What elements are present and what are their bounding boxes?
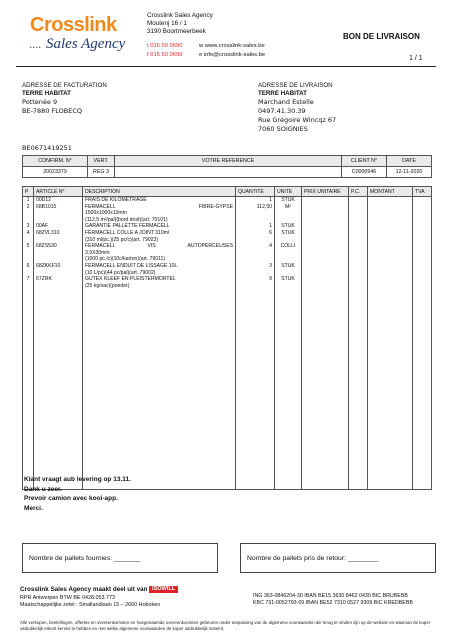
line-unit: STUK — [275, 263, 302, 276]
ref-vert: REG 3 — [88, 167, 115, 178]
company-online — [199, 42, 265, 59]
ref-header-date: DATE — [387, 156, 432, 167]
line-vat — [413, 197, 432, 204]
col-header-vat: TVA — [413, 187, 432, 197]
line-position: 5 — [23, 243, 34, 263]
filler-cell — [368, 289, 413, 490]
line-article-number: 67ZRK — [34, 276, 83, 289]
line-quantity: 4 — [236, 243, 275, 263]
line-unit: STUK — [275, 223, 302, 230]
col-header-pc: P.C. — [349, 187, 368, 197]
company-name: Crosslink Sales Agency — [147, 12, 213, 19]
footer-ing: ING 363-0846204-30 IBAN BE15 3630 8462 0430 BIC BRUBEBB — [253, 593, 408, 599]
delivery-heading: ADRESSE DE LIVRAISON — [258, 82, 333, 89]
line-article-number: 68ZKKF10 — [34, 263, 83, 276]
description-line: FERMACELL COLLE A JOINT 310ml — [85, 229, 170, 236]
line-pc — [349, 223, 368, 230]
billing-line1: Pottenée 9 — [22, 98, 58, 107]
description-line: (25 kg/sac)(poeder) — [85, 282, 130, 289]
line-article-number: 00AF — [34, 223, 83, 230]
ref-header-your-reference: VOTRE REFERENCE — [115, 156, 342, 167]
line-vat — [413, 223, 432, 230]
ref-header-confirm: CONFIRM. N° — [23, 156, 88, 167]
pallets-supplied-box[interactable]: Nombre de pallets fournies: _______ — [22, 543, 218, 573]
filler-cell — [236, 289, 275, 490]
line-article-number: 68ZVL310 — [34, 230, 83, 243]
line-position: 3 — [23, 223, 34, 230]
line-vat — [413, 263, 432, 276]
line-unit: STUK — [275, 197, 302, 204]
col-header-quantity: QUANTITE — [236, 187, 275, 197]
billing-heading: ADRESSE DE FACTURATION — [22, 82, 107, 89]
line-unit: M² — [275, 204, 302, 224]
ref-date: 12-11-2020 — [387, 167, 432, 178]
billing-address — [22, 82, 107, 116]
line-amount — [368, 243, 413, 263]
line-position: 7 — [23, 276, 34, 289]
line-unit-price — [302, 243, 349, 263]
footer-kbc: KBC 731-0052793-09 IBAN BE52 7310 0527 9309 BIC KREDBEBB — [253, 600, 413, 607]
delivery-line4: 7060 SOIGNIES — [258, 125, 308, 134]
filler-cell — [275, 289, 302, 490]
line-item-row — [23, 263, 432, 276]
company-street: Moutenj 16 / 1 — [147, 20, 187, 27]
header-divider — [16, 66, 436, 67]
note-line: Prevoir camion avec kooi-app. — [24, 495, 118, 502]
description-line: (10 L/pc)(44 pc/pal)(art. 79002) — [85, 269, 156, 276]
description-line: FERMACELL FIBRE-GYPSE — [85, 203, 233, 210]
billing-line2: BE-7880 FLOBECQ — [22, 107, 82, 116]
line-item-row — [23, 204, 432, 224]
line-vat — [413, 230, 432, 243]
line-description — [83, 204, 236, 224]
line-description — [83, 223, 236, 230]
ref-client-number: C0000946 — [342, 167, 387, 178]
description-line: FERMACELL ENDUIT DE LISSAGE 10L — [85, 262, 178, 269]
line-amount — [368, 276, 413, 289]
line-pc — [349, 230, 368, 243]
col-header-description: DESCRIPTION — [83, 187, 236, 197]
line-items-filler — [23, 289, 432, 490]
description-line: 3,9X30mm — [85, 249, 110, 256]
col-header-p: P — [23, 187, 34, 197]
description-line: (310 ml/pc.)(25 pc/c)(art. 79023) — [85, 236, 159, 243]
line-item-row — [23, 230, 432, 243]
description-line: (112,5 m²/pal)(bord droit)(art. 70101) — [85, 216, 168, 223]
document-number: BE0671419251 — [22, 144, 72, 152]
company-city: 3190 Boortmeerbeek — [147, 28, 206, 35]
line-quantity: 6 — [236, 230, 275, 243]
ref-header-vert: VERT. — [88, 156, 115, 167]
col-header-unit-price: PRIX UNITAIRE — [302, 187, 349, 197]
line-pc — [349, 204, 368, 224]
line-unit-price — [302, 197, 349, 204]
line-item-row — [23, 243, 432, 263]
page-number: 1 / 1 — [409, 55, 423, 62]
company-logo: Crosslink — [30, 14, 117, 36]
line-description — [83, 276, 236, 289]
company-tel: t 015 50 0690 — [147, 43, 183, 49]
col-header-unit: UNITE — [275, 187, 302, 197]
line-items-body — [23, 197, 432, 490]
note-line: Dank u zeer. — [24, 485, 62, 493]
delivery-line1: Marchand Estelle — [258, 98, 314, 107]
company-fax: f 015 50 0699 — [147, 51, 183, 58]
line-unit: STUK — [275, 230, 302, 243]
line-description — [83, 243, 236, 263]
delivery-notes — [24, 475, 131, 513]
delivery-name: TERRE HABITAT — [258, 90, 307, 98]
line-vat — [413, 276, 432, 289]
line-quantity: 3 — [236, 263, 275, 276]
note-line: Merci. — [24, 504, 43, 512]
document-title: BON DE LIVRAISON — [343, 32, 420, 41]
description-line: GARANTIE PALLETTE FERMACELL — [85, 223, 170, 230]
ref-header-client: CLIENT N° — [342, 156, 387, 167]
line-description — [83, 263, 236, 276]
line-amount — [368, 223, 413, 230]
filler-cell — [349, 289, 368, 490]
line-position: 1 — [23, 197, 34, 204]
line-description — [83, 197, 236, 204]
line-quantity: 112,50 — [236, 204, 275, 224]
line-item-row — [23, 197, 432, 204]
footer-bank — [253, 593, 413, 608]
company-phones — [147, 42, 182, 59]
line-unit-price — [302, 263, 349, 276]
line-position: 4 — [23, 230, 34, 243]
ref-your-reference — [115, 167, 342, 178]
delivery-line2: 0497.41.30.39 — [258, 107, 306, 116]
line-items-table — [22, 186, 432, 490]
line-unit-price — [302, 230, 349, 243]
col-header-amount: MONTANT — [368, 187, 413, 197]
description-line: FERMACELL VIS AUTOPERCEUSES — [85, 243, 233, 250]
footer-seat: Maatschappelijke zetel : Smallandlaan 15 – 2660 Hoboken — [20, 601, 161, 608]
line-article-number: 00D12 — [34, 197, 83, 204]
line-unit-price — [302, 204, 349, 224]
line-item-row — [23, 223, 432, 230]
delivery-address — [258, 82, 336, 134]
line-unit-price — [302, 276, 349, 289]
line-article-number: 68B1015 — [34, 204, 83, 224]
pallets-returned-box[interactable]: Nombre de pallets pris de retour: ________ — [240, 543, 436, 573]
description-line: 1500x1000x10mm — [85, 210, 127, 217]
footer-legal: Alle verkopen, bestellingen, offertes en overeenkomsten en hoegenaamde overeenkomsten gebeuren onder toepassing van de algemene voorwaarden die terug te vinden zijn op de website en waarvan de koper uitdrukkelijk erkent kennis te hebben en met welke algemene voorwaarden de koper uitdrukkelijk instemt. — [20, 620, 431, 631]
description-line: (1000 pc./c)(10c/karton)(art. 79011) — [85, 256, 166, 263]
delivery-line3: Rue Grégoire Wincqz 67 — [258, 116, 337, 125]
line-unit: STUK — [275, 276, 302, 289]
reference-table — [22, 155, 432, 178]
isowill-logo: ISOWILL — [149, 586, 178, 593]
company-email[interactable]: e info@crosslink-sales.be — [199, 51, 266, 58]
col-header-article: ARTICLE N° — [34, 187, 83, 197]
line-unit: COLLI — [275, 243, 302, 263]
billing-name: TERRE HABITAT — [22, 90, 71, 98]
description-line: FRAIS DE KILOMETRAGE — [85, 197, 147, 203]
line-vat — [413, 204, 432, 224]
line-pc — [349, 197, 368, 204]
filler-cell — [413, 289, 432, 490]
line-item-row — [23, 276, 432, 289]
line-position: 6 — [23, 263, 34, 276]
line-pc — [349, 243, 368, 263]
line-quantity: 1 — [236, 197, 275, 204]
company-address — [147, 12, 213, 36]
company-logo-subtitle: .... Sales Agency — [30, 36, 126, 52]
footer-company — [20, 586, 178, 609]
line-amount — [368, 230, 413, 243]
line-quantity: 9 — [236, 276, 275, 289]
line-amount — [368, 204, 413, 224]
footer-brand-line: Crosslink Sales Agency maakt deel uit van — [20, 586, 148, 594]
line-amount — [368, 263, 413, 276]
filler-cell — [302, 289, 349, 490]
line-position: 2 — [23, 204, 34, 224]
line-amount — [368, 197, 413, 204]
filler-cell — [23, 289, 34, 490]
filler-cell — [83, 289, 236, 490]
line-pc — [349, 263, 368, 276]
filler-cell — [34, 289, 83, 490]
line-unit-price — [302, 223, 349, 230]
description-line: GUTEX KLEEF EN PLEISTERMORTEL — [85, 276, 176, 283]
footer-rpr: RPR Antwerpen BTW BE 0428.053.773 — [20, 594, 115, 601]
ref-confirm-number: 20023379 — [23, 167, 88, 178]
line-vat — [413, 243, 432, 263]
line-pc — [349, 276, 368, 289]
note-line: Klant vraagt aub levering op 13.11. — [24, 476, 131, 483]
company-web[interactable]: w www.crosslink-sales.be — [199, 43, 265, 49]
line-quantity: 1 — [236, 223, 275, 230]
line-article-number: 68ZS530 — [34, 243, 83, 263]
line-description — [83, 230, 236, 243]
